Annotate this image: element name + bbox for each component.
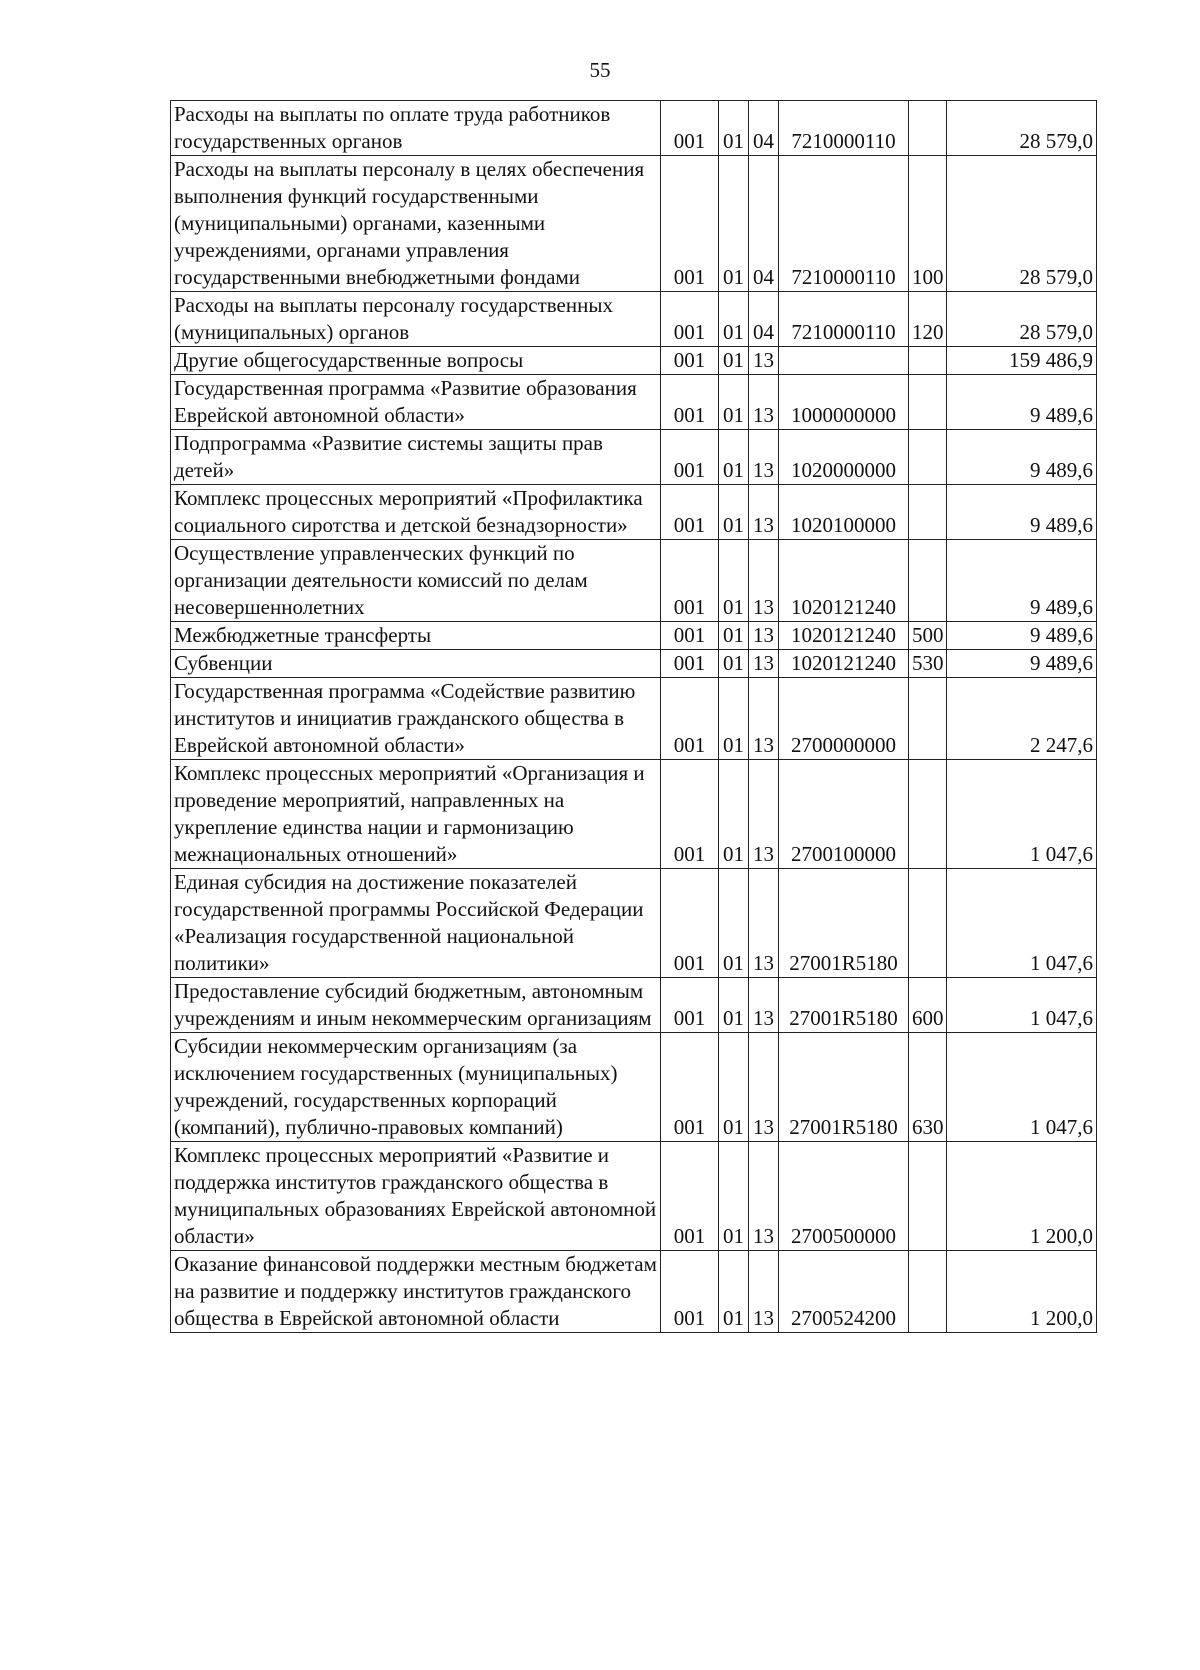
table-row [171,347,1097,375]
admin-code-cell: 001 [661,760,719,869]
target-article-cell: 1020121240 [779,540,909,622]
admin-code-cell: 001 [661,1142,719,1251]
target-article-cell: 1020121240 [779,622,909,650]
table-row [171,869,1097,978]
admin-code-cell: 001 [661,101,719,156]
amount-cell: 159 486,9 [947,347,1097,375]
subsection-code-cell: 13 [749,869,779,978]
target-article-cell: 7210000110 [779,101,909,156]
subsection-code-cell: 13 [749,1251,779,1333]
subsection-code-cell: 13 [749,485,779,540]
section-code-cell: 01 [719,485,749,540]
amount-cell: 9 489,6 [947,375,1097,430]
subsection-code-cell: 13 [749,622,779,650]
table-row [171,1033,1097,1142]
target-article-cell: 1000000000 [779,375,909,430]
expense-type-cell [909,678,947,760]
subsection-code-cell: 13 [749,978,779,1033]
amount-cell: 1 047,6 [947,869,1097,978]
table-row [171,156,1097,292]
table-row [171,540,1097,622]
expense-type-cell [909,347,947,375]
amount-cell: 9 489,6 [947,540,1097,622]
subsection-code-cell: 13 [749,375,779,430]
expense-type-cell [909,760,947,869]
admin-code-cell: 001 [661,1033,719,1142]
row-name-cell: Государственная программа «Развитие образования Еврейской автономной области» [171,375,661,430]
section-code-cell: 01 [719,430,749,485]
row-name-cell: Другие общегосударственные вопросы [171,347,661,375]
section-code-cell: 01 [719,650,749,678]
target-article-cell: 2700100000 [779,760,909,869]
target-article-cell: 27001R5180 [779,1033,909,1142]
admin-code-cell: 001 [661,540,719,622]
target-article-cell: 2700500000 [779,1142,909,1251]
section-code-cell: 01 [719,347,749,375]
table-row [171,292,1097,347]
target-article-cell: 1020000000 [779,430,909,485]
section-code-cell: 01 [719,1251,749,1333]
expense-type-cell: 530 [909,650,947,678]
admin-code-cell: 001 [661,292,719,347]
table-row [171,485,1097,540]
admin-code-cell: 001 [661,1251,719,1333]
expense-type-cell: 500 [909,622,947,650]
subsection-code-cell: 04 [749,292,779,347]
admin-code-cell: 001 [661,678,719,760]
admin-code-cell: 001 [661,485,719,540]
amount-cell: 9 489,6 [947,622,1097,650]
table-row [171,760,1097,869]
table-row [171,430,1097,485]
amount-cell: 9 489,6 [947,430,1097,485]
amount-cell: 2 247,6 [947,678,1097,760]
amount-cell: 1 200,0 [947,1251,1097,1333]
admin-code-cell: 001 [661,156,719,292]
amount-cell: 28 579,0 [947,156,1097,292]
amount-cell: 28 579,0 [947,292,1097,347]
subsection-code-cell: 04 [749,156,779,292]
admin-code-cell: 001 [661,430,719,485]
table-row [171,978,1097,1033]
row-name-cell: Предоставление субсидий бюджетным, автономным учреждениям и иным некоммерческим организациям [171,978,661,1033]
budget-table [170,100,1097,1333]
target-article-cell [779,347,909,375]
subsection-code-cell: 13 [749,678,779,760]
amount-cell: 1 047,6 [947,760,1097,869]
row-name-cell: Государственная программа «Содействие развитию институтов и инициатив гражданского общества в Еврейской автономной области» [171,678,661,760]
section-code-cell: 01 [719,101,749,156]
target-article-cell: 1020121240 [779,650,909,678]
table-row [171,101,1097,156]
admin-code-cell: 001 [661,978,719,1033]
row-name-cell: Межбюджетные трансферты [171,622,661,650]
amount-cell: 9 489,6 [947,485,1097,540]
row-name-cell: Единая субсидия на достижение показателей государственной программы Российской Федерации «Реализация государственной национальной политики» [171,869,661,978]
row-name-cell: Осуществление управленческих функций по организации деятельности комиссий по делам несовершеннолетних [171,540,661,622]
page-number: 55 [589,58,611,82]
target-article-cell: 2700000000 [779,678,909,760]
row-name-cell: Комплекс процессных мероприятий «Профилактика социального сиротства и детской безнадзорности» [171,485,661,540]
amount-cell: 9 489,6 [947,650,1097,678]
row-name-cell: Субвенции [171,650,661,678]
target-article-cell: 27001R5180 [779,869,909,978]
budget-table-body [171,101,1097,1333]
table-row [171,650,1097,678]
expense-type-cell [909,540,947,622]
expense-type-cell [909,375,947,430]
target-article-cell: 1020100000 [779,485,909,540]
subsection-code-cell: 13 [749,760,779,869]
row-name-cell: Комплекс процессных мероприятий «Организация и проведение мероприятий, направленных на укрепление единства нации и гармонизацию межнациональных отношений» [171,760,661,869]
expense-type-cell [909,430,947,485]
expense-type-cell: 630 [909,1033,947,1142]
section-code-cell: 01 [719,1033,749,1142]
subsection-code-cell: 04 [749,101,779,156]
section-code-cell: 01 [719,375,749,430]
table-row [171,678,1097,760]
admin-code-cell: 001 [661,375,719,430]
row-name-cell: Комплекс процессных мероприятий «Развитие и поддержка институтов гражданского общества в муниципальных образованиях Еврейской автономной области» [171,1142,661,1251]
section-code-cell: 01 [719,760,749,869]
expense-type-cell: 120 [909,292,947,347]
admin-code-cell: 001 [661,622,719,650]
target-article-cell: 7210000110 [779,156,909,292]
row-name-cell: Субсидии некоммерческим организациям (за исключением государственных (муниципальных) учреждений, государственных корпораций (компаний), публично-правовых компаний) [171,1033,661,1142]
target-article-cell: 7210000110 [779,292,909,347]
section-code-cell: 01 [719,1142,749,1251]
section-code-cell: 01 [719,292,749,347]
table-row [171,1142,1097,1251]
table-row [171,1251,1097,1333]
subsection-code-cell: 13 [749,347,779,375]
subsection-code-cell: 13 [749,540,779,622]
section-code-cell: 01 [719,156,749,292]
section-code-cell: 01 [719,540,749,622]
expense-type-cell [909,1142,947,1251]
subsection-code-cell: 13 [749,1033,779,1142]
expense-type-cell [909,485,947,540]
row-name-cell: Расходы на выплаты персоналу государственных (муниципальных) органов [171,292,661,347]
section-code-cell: 01 [719,678,749,760]
expense-type-cell: 100 [909,156,947,292]
expense-type-cell [909,101,947,156]
target-article-cell: 2700524200 [779,1251,909,1333]
admin-code-cell: 001 [661,347,719,375]
amount-cell: 1 047,6 [947,1033,1097,1142]
amount-cell: 28 579,0 [947,101,1097,156]
row-name-cell: Оказание финансовой поддержки местным бюджетам на развитие и поддержку институтов гражданского общества в Еврейской автономной области [171,1251,661,1333]
section-code-cell: 01 [719,622,749,650]
expense-type-cell [909,869,947,978]
subsection-code-cell: 13 [749,430,779,485]
section-code-cell: 01 [719,978,749,1033]
expense-type-cell: 600 [909,978,947,1033]
row-name-cell: Расходы на выплаты по оплате труда работников государственных органов [171,101,661,156]
target-article-cell: 27001R5180 [779,978,909,1033]
admin-code-cell: 001 [661,650,719,678]
row-name-cell: Расходы на выплаты персоналу в целях обеспечения выполнения функций государственными (муниципальными) органами, казенными учреждениями, органами управления государственными внебюджетными фондами [171,156,661,292]
table-row [171,375,1097,430]
table-row [171,622,1097,650]
admin-code-cell: 001 [661,869,719,978]
subsection-code-cell: 13 [749,1142,779,1251]
row-name-cell: Подпрограмма «Развитие системы защиты прав детей» [171,430,661,485]
amount-cell: 1 047,6 [947,978,1097,1033]
subsection-code-cell: 13 [749,650,779,678]
expense-type-cell [909,1251,947,1333]
amount-cell: 1 200,0 [947,1142,1097,1251]
section-code-cell: 01 [719,869,749,978]
